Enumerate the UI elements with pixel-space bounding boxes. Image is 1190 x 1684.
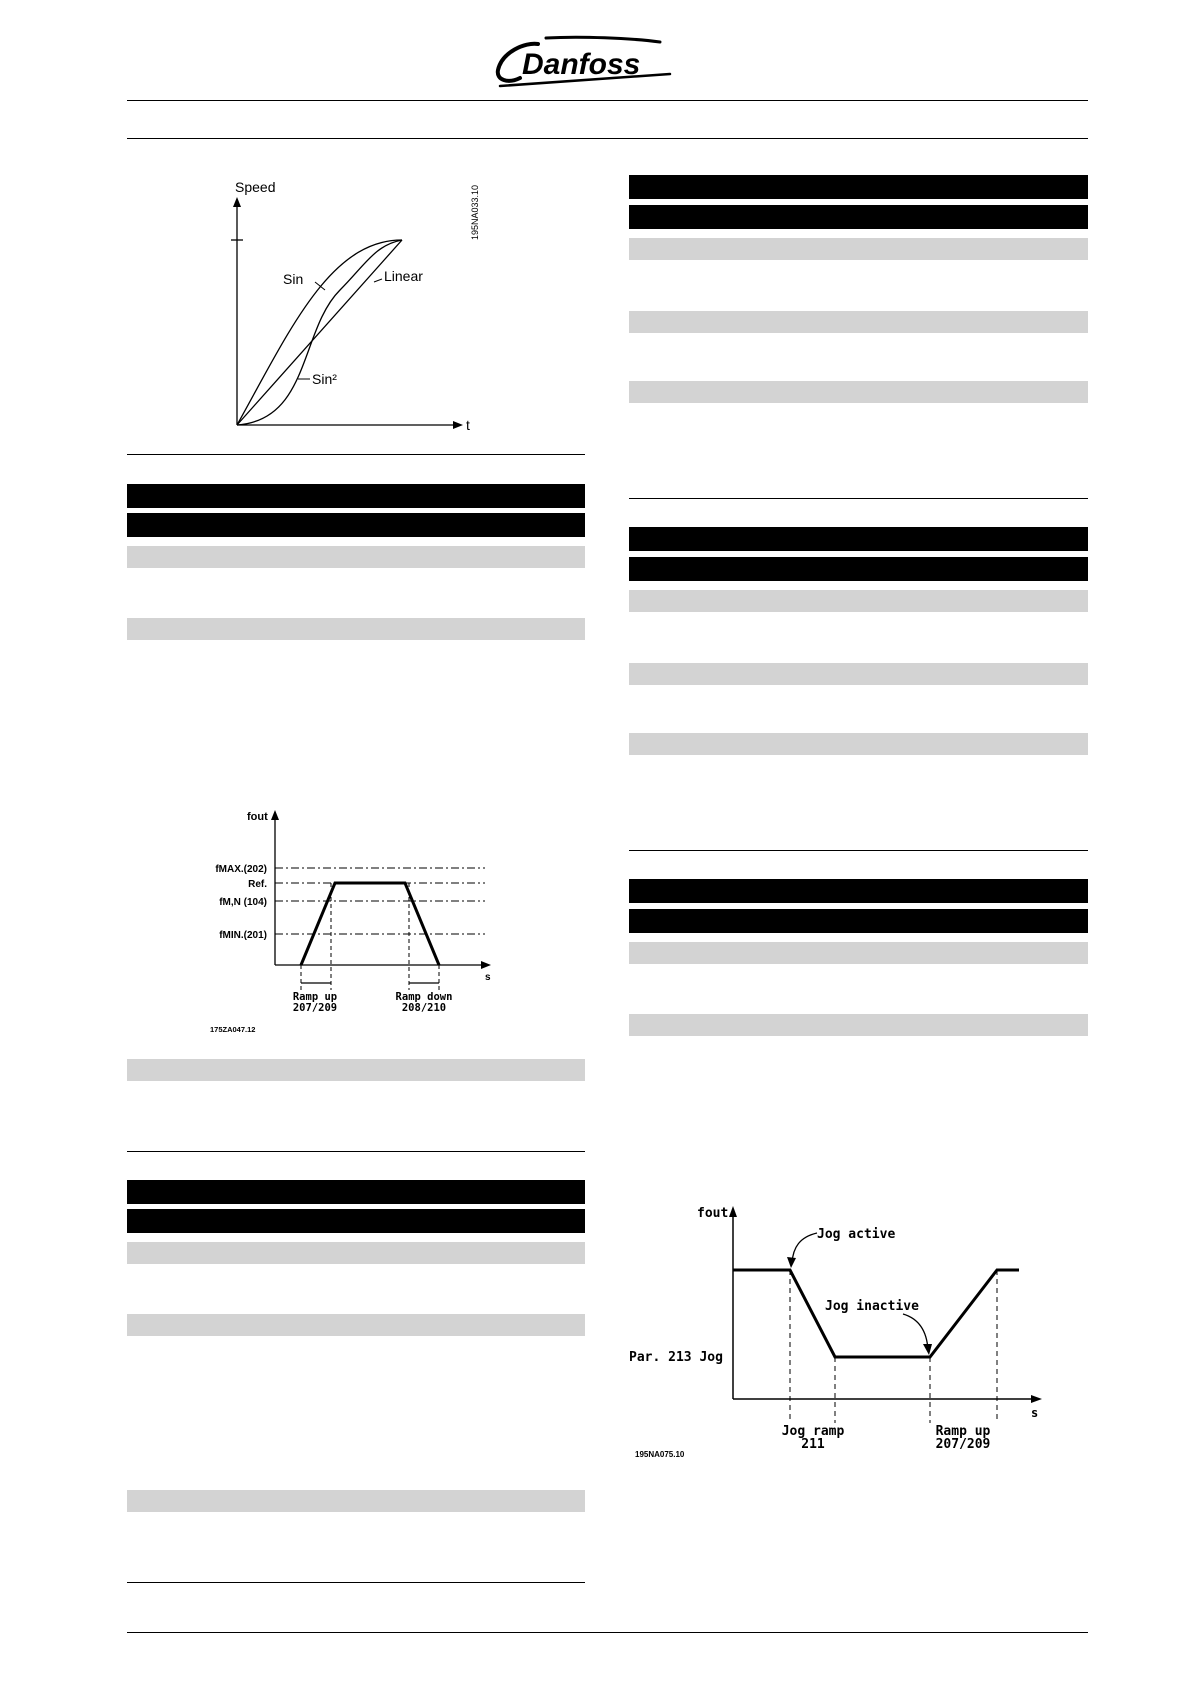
ramp-down-params: 208/210 bbox=[401, 1002, 447, 1014]
jog-ramp-label: Jog ramp bbox=[781, 1424, 845, 1439]
section-subheader-bar bbox=[629, 909, 1088, 933]
field-bar bbox=[127, 1059, 585, 1081]
section-subheader-bar bbox=[127, 513, 585, 537]
field-bar bbox=[127, 1490, 585, 1512]
section-header-bar bbox=[629, 527, 1088, 551]
logo-text: Danfoss bbox=[522, 48, 641, 81]
figure-code: 175ZA047.12 bbox=[210, 1025, 256, 1034]
section-subheader-bar bbox=[127, 1209, 585, 1233]
jog-figure bbox=[625, 1195, 1055, 1465]
ramp-down-label: Ramp down bbox=[395, 991, 453, 1003]
section-subheader-bar bbox=[629, 557, 1088, 581]
field-bar bbox=[629, 942, 1088, 964]
field-bar bbox=[127, 1314, 585, 1336]
ramp-type-figure bbox=[180, 170, 510, 440]
level-fmn: fM,N (104) bbox=[219, 897, 267, 908]
ramp-up-label: Ramp up bbox=[935, 1424, 991, 1439]
section-header-bar bbox=[629, 175, 1088, 199]
section-divider bbox=[127, 1582, 585, 1583]
jog-inactive-label: Jog inactive bbox=[825, 1299, 919, 1314]
ramp-time-figure bbox=[195, 800, 505, 1040]
section-header-bar bbox=[127, 484, 585, 508]
section-divider bbox=[629, 498, 1088, 499]
linear-label: Linear bbox=[384, 268, 423, 284]
s-axis-label: s bbox=[1031, 1406, 1039, 1420]
header-rule-bottom bbox=[127, 138, 1088, 139]
ramp-profile bbox=[301, 883, 439, 965]
section-divider bbox=[127, 454, 585, 455]
level-fmax: fMAX.(202) bbox=[215, 864, 267, 875]
ramp-up-params: 207/209 bbox=[935, 1437, 991, 1452]
field-bar bbox=[629, 381, 1088, 403]
field-bar bbox=[127, 546, 585, 568]
s-axis-label: s bbox=[485, 972, 491, 983]
header-rule-top bbox=[127, 100, 1088, 101]
jog-active-label: Jog active bbox=[817, 1227, 896, 1242]
time-axis-label: t bbox=[466, 417, 470, 433]
section-divider bbox=[127, 1151, 585, 1152]
speed-axis-label: Speed bbox=[235, 179, 276, 195]
figure-code: 195NA075.10 bbox=[635, 1450, 685, 1459]
field-bar bbox=[629, 733, 1088, 755]
section-subheader-bar bbox=[629, 205, 1088, 229]
field-bar bbox=[629, 1014, 1088, 1036]
field-bar bbox=[629, 238, 1088, 260]
danfoss-logo bbox=[480, 30, 680, 96]
ramp-up-label: Ramp up bbox=[292, 991, 338, 1003]
fout-axis-label: fout bbox=[697, 1206, 729, 1221]
level-ref: Ref. bbox=[248, 879, 267, 890]
field-bar bbox=[127, 618, 585, 640]
jog-ramp-param: 211 bbox=[801, 1437, 825, 1452]
field-bar bbox=[629, 311, 1088, 333]
section-divider bbox=[629, 850, 1088, 851]
par-213-label: Par. 213 Jog bbox=[629, 1350, 723, 1365]
field-bar bbox=[127, 1242, 585, 1264]
ramp-up-params: 207/209 bbox=[292, 1002, 338, 1014]
fout-axis-label: fout bbox=[247, 811, 268, 823]
footer-rule bbox=[127, 1632, 1088, 1633]
section-header-bar bbox=[127, 1180, 585, 1204]
sin2-label: Sin² bbox=[312, 371, 337, 387]
sin-label: Sin bbox=[283, 271, 304, 287]
level-fmin: fMIN.(201) bbox=[219, 930, 267, 941]
linear-curve bbox=[237, 240, 402, 425]
field-bar bbox=[629, 663, 1088, 685]
figure-code: 195NA033.10 bbox=[470, 184, 480, 240]
field-bar bbox=[629, 590, 1088, 612]
section-header-bar bbox=[629, 879, 1088, 903]
